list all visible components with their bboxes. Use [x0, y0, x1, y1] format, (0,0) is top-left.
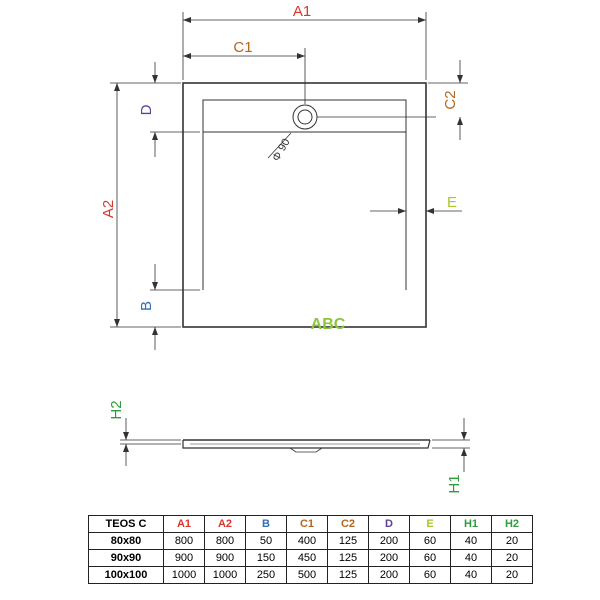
table-cell: 500 — [287, 567, 328, 584]
table-cell: 40 — [451, 567, 492, 584]
table-cell: 900 — [164, 550, 205, 567]
label-a2: A2 — [100, 199, 117, 219]
label-a1: A1 — [292, 3, 312, 20]
table-cell: 200 — [369, 533, 410, 550]
table-cell: 200 — [369, 567, 410, 584]
col-header: TEOS C — [89, 516, 164, 533]
col-header: A1 — [164, 516, 205, 533]
table-cell: 450 — [287, 550, 328, 567]
table-cell: 125 — [328, 533, 369, 550]
table-cell: 1000 — [164, 567, 205, 584]
label-c2: C2 — [442, 90, 459, 110]
col-header: B — [246, 516, 287, 533]
col-header: C2 — [328, 516, 369, 533]
table-cell: 400 — [287, 533, 328, 550]
drain-outer — [293, 105, 317, 129]
table-header-row — [89, 516, 533, 533]
label-drain-diameter: Φ 90 — [270, 136, 293, 164]
table-cell: 150 — [246, 550, 287, 567]
table-cell: 50 — [246, 533, 287, 550]
table-cell: 60 — [410, 550, 451, 567]
table-cell: 250 — [246, 567, 287, 584]
label-b: B — [138, 300, 155, 312]
table-cell: 60 — [410, 533, 451, 550]
table-cell: 200 — [369, 550, 410, 567]
table-cell: 40 — [451, 533, 492, 550]
label-h2: H2 — [108, 400, 125, 420]
table-cell: 800 — [164, 533, 205, 550]
col-header: A2 — [205, 516, 246, 533]
tray-outline — [183, 83, 426, 327]
table-cell: 60 — [410, 567, 451, 584]
drain-inner — [298, 110, 312, 124]
table-cell: 125 — [328, 550, 369, 567]
table-cell: 80x80 — [89, 533, 164, 550]
table-cell: 90x90 — [89, 550, 164, 567]
table-cell: 125 — [328, 567, 369, 584]
table-cell: 100x100 — [89, 567, 164, 584]
col-header: H1 — [451, 516, 492, 533]
table-cell: 900 — [205, 550, 246, 567]
table-cell: 20 — [492, 533, 533, 550]
dimensions-table — [88, 515, 533, 584]
col-header: H2 — [492, 516, 533, 533]
col-header: C1 — [287, 516, 328, 533]
table-row — [89, 550, 533, 567]
label-h1: H1 — [446, 474, 463, 494]
table-cell: 1000 — [205, 567, 246, 584]
table-cell: 20 — [492, 550, 533, 567]
table-row — [89, 567, 533, 584]
table-cell: 40 — [451, 550, 492, 567]
label-d: D — [138, 104, 155, 116]
table-cell: 20 — [492, 567, 533, 584]
col-header: E — [410, 516, 451, 533]
col-header: D — [369, 516, 410, 533]
label-e: E — [446, 194, 458, 211]
label-c1: C1 — [233, 39, 253, 56]
watermark-logo: ABC — [310, 316, 346, 333]
table-cell: 800 — [205, 533, 246, 550]
table-row — [89, 533, 533, 550]
